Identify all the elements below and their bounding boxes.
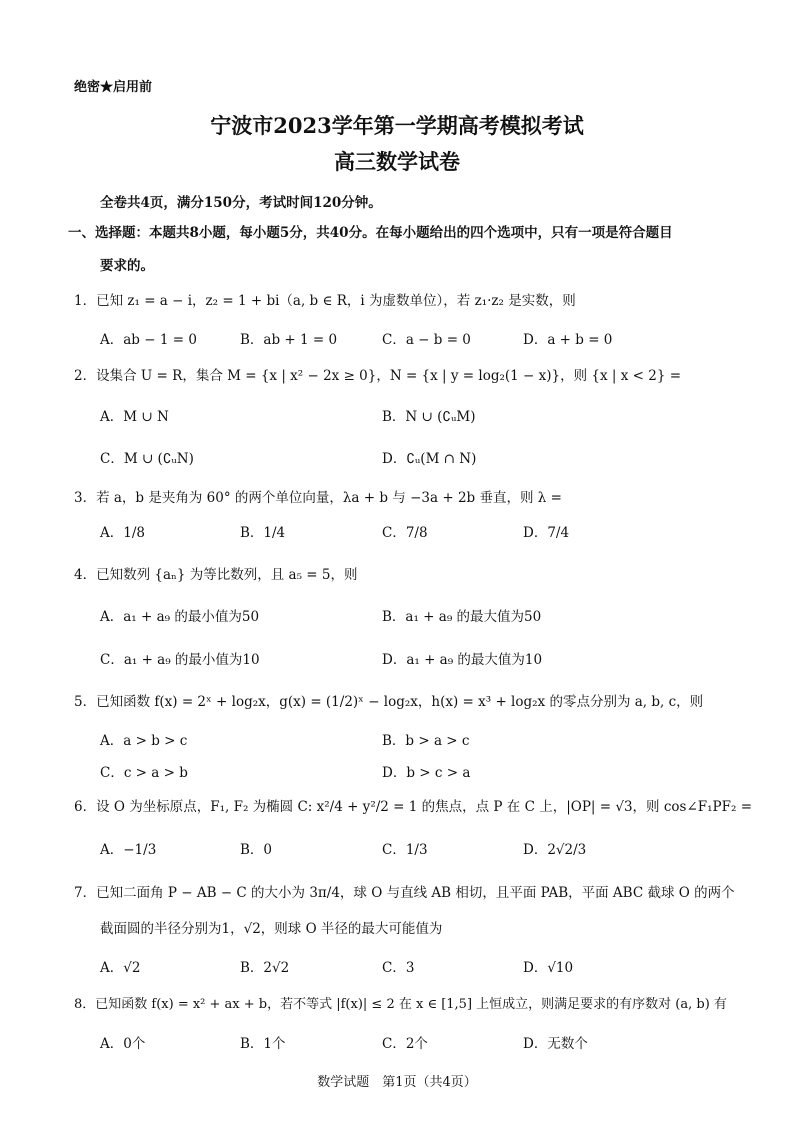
q8-option-a: A．0个	[100, 1036, 146, 1052]
q7-option-b: B．2√2	[240, 960, 290, 976]
q3-option-c: C．7/8	[382, 525, 428, 541]
q8-option-d: D．无数个	[523, 1036, 588, 1052]
q6-option-c: C．1/3	[382, 842, 428, 858]
question-4-stem: 4．已知数列 {aₙ} 为等比数列，且 a₅ = 5，则	[74, 567, 358, 583]
q7-option-d: D．√10	[523, 960, 574, 976]
q4-option-b: B．a₁ + a₉ 的最大值为50	[382, 609, 542, 625]
q2-option-d: D．∁ᵤ(M ∩ N)	[382, 451, 477, 467]
page-footer: 数学试题 第1页（共4页）	[317, 1075, 477, 1090]
q6-option-a: A．−1/3	[100, 842, 157, 858]
confidential-mark: 绝密★启用前	[74, 80, 153, 95]
q1-option-a: A．ab − 1 = 0	[100, 332, 197, 348]
q3-option-a: A．1/8	[100, 525, 145, 541]
question-3-stem: 3．若 a，b 是夹角为 60° 的两个单位向量，λa + b 与 −3a + 2b 垂直，则 λ =	[74, 490, 562, 506]
exam-info: 全卷共4页，满分150分，考试时间120分钟。	[100, 195, 382, 211]
section-heading: 一、选择题：本题共8小题，每小题5分，共40分。在每小题给出的四个选项中，只有一项是符合题目	[68, 225, 673, 241]
q1-option-d: D．a + b = 0	[523, 332, 613, 348]
q1-option-c: C．a − b = 0	[382, 332, 471, 348]
q3-option-d: D．7/4	[523, 525, 570, 541]
q4-option-a: A．a₁ + a₉ 的最小值为50	[100, 609, 260, 625]
question-7-stem-cont: 截面圆的半径分别为1，√2，则球 O 半径的最大可能值为	[100, 921, 443, 937]
q5-option-b: B．b > a > c	[382, 733, 470, 749]
q8-option-c: C．2个	[382, 1036, 428, 1052]
q7-option-a: A．√2	[100, 960, 141, 976]
question-2-stem: 2．设集合 U = R，集合 M = {x | x² − 2x ≥ 0}，N = {x | y = log₂(1 − x)}，则 {x | x < 2} =	[74, 368, 682, 384]
q2-option-b: B．N ∪ (∁ᵤM)	[382, 409, 476, 425]
q5-option-a: A．a > b > c	[100, 733, 188, 749]
q4-option-d: D．a₁ + a₉ 的最大值为10	[382, 652, 543, 668]
q6-option-b: B．0	[240, 842, 273, 858]
q6-option-d: D．2√2/3	[523, 842, 587, 858]
q5-option-d: D．b > c > a	[382, 765, 471, 781]
question-6-stem: 6．设 O 为坐标原点，F₁, F₂ 为椭圆 C: x²/4 + y²/2 = 1 的焦点，点 P 在 C 上，|OP| = √3，则 cos∠F₁PF₂ =	[74, 799, 753, 815]
question-1-stem: 1．已知 z₁ = a − i，z₂ = 1 + bi（a, b ∈ R，i 为虚数单位），若 z₁·z₂ 是实数，则	[74, 293, 576, 309]
q2-option-a: A．M ∪ N	[100, 409, 169, 425]
q5-option-c: C．c > a > b	[100, 765, 188, 781]
q3-option-b: B．1/4	[240, 525, 286, 541]
q2-option-c: C．M ∪ (∁ᵤN)	[100, 451, 194, 467]
q7-option-c: C．3	[382, 960, 415, 976]
exam-subtitle: 高三数学试卷	[334, 149, 460, 174]
question-5-stem: 5．已知函数 f(x) = 2ˣ + log₂x，g(x) = (1/2)ˣ − log₂x，h(x) = x³ + log₂x 的零点分别为 a, b, c，则	[74, 694, 704, 710]
question-8-stem: 8．已知函数 f(x) = x² + ax + b，若不等式 |f(x)| ≤ 2 在 x ∈ [1,5] 上恒成立，则满足要求的有序数对 (a, b) 有	[74, 997, 727, 1012]
section-heading-cont: 要求的。	[100, 258, 154, 274]
q1-option-b: B．ab + 1 = 0	[240, 332, 338, 348]
q4-option-c: C．a₁ + a₉ 的最小值为10	[100, 652, 260, 668]
question-7-stem: 7．已知二面角 P − AB − C 的大小为 3π/4，球 O 与直线 AB 相切，且平面 PAB，平面 ABC 截球 O 的两个	[74, 885, 735, 901]
q8-option-b: B．1个	[240, 1036, 286, 1052]
exam-title: 宁波市2023学年第一学期高考模拟考试	[210, 113, 584, 138]
